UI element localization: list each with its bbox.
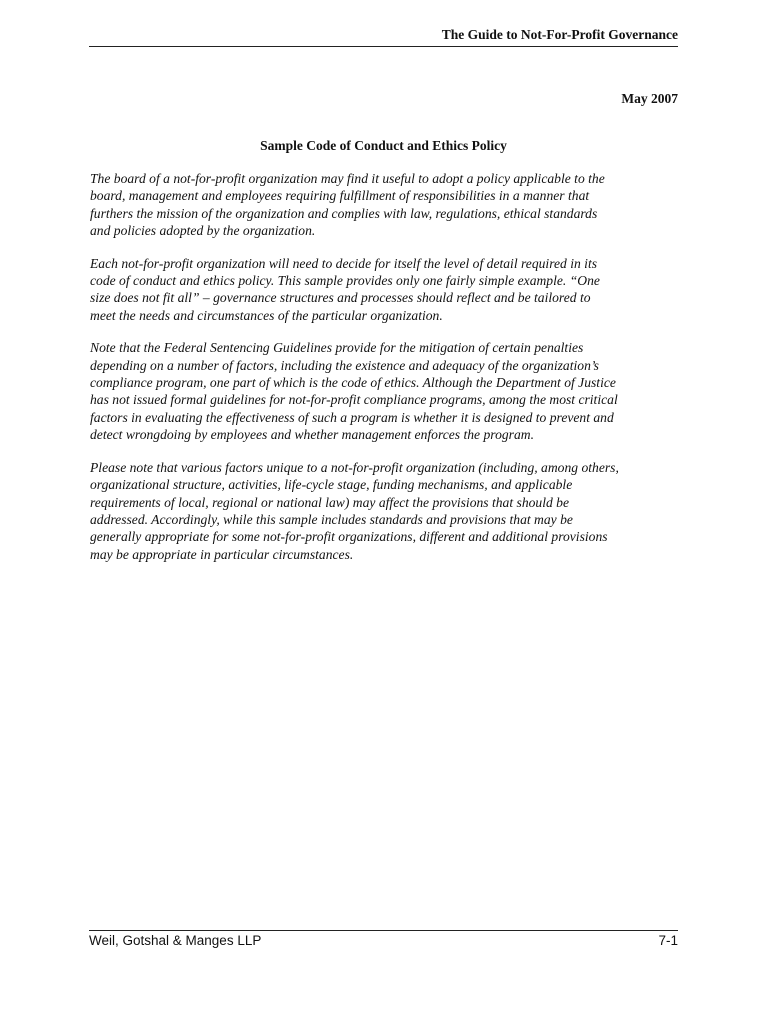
body-line: meet the needs and circumstances of the particular organization. — [90, 307, 443, 323]
body-line: requirements of local, regional or national law) may affect the provisions that should be — [90, 494, 570, 510]
body-line: size does not fit all” – governance structures and processes should reflect and be tailored to — [90, 290, 591, 306]
footer-page-number: 7-1 — [658, 933, 678, 948]
running-header: The Guide to Not-For-Profit Governance — [441, 27, 678, 42]
paragraph-sentencing-guidelines — [90, 339, 682, 443]
body-line: board, management and employees requiring fulfillment of responsibilities in a manner that — [90, 188, 590, 204]
paragraph-intro — [90, 170, 682, 240]
body-line: depending on a number of factors, including the existence and adequacy of the organization’s — [90, 357, 599, 373]
body-line: factors in evaluating the effectiveness of such a program is whether it is designed to prevent and — [90, 409, 614, 425]
body-line: furthers the mission of the organization and complies with law, regulations, ethical standards — [90, 205, 598, 221]
document-date: May 2007 — [621, 91, 678, 106]
header-divider — [89, 46, 678, 47]
paragraph-detail-level — [90, 255, 682, 325]
body-line: addressed. Accordingly, while this sample includes standards and provisions that may be — [90, 511, 573, 527]
body-line: compliance program, one part of which is the code of ethics. Although the Department of Justice — [90, 375, 616, 391]
body-line: detect wrongdoing by employees and whether management enforces the program. — [90, 427, 534, 443]
body-line: Note that the Federal Sentencing Guidelines provide for the mitigation of certain penalties — [90, 340, 584, 356]
body-line: The board of a not-for-profit organization may find it useful to adopt a policy applicable to the — [90, 171, 605, 186]
body-line: code of conduct and ethics policy. This sample provides only one fairly simple example. “One — [90, 273, 600, 289]
body-line: organizational structure, activities, life-cycle stage, funding mechanisms, and applicable — [90, 477, 573, 493]
paragraph-unique-factors — [90, 459, 682, 563]
body-line: has not issued formal guidelines for not-for-profit compliance programs, among the most critical — [90, 392, 618, 408]
footer-divider — [89, 930, 678, 931]
document-body — [90, 170, 682, 578]
footer-firm-name: Weil, Gotshal & Manges LLP — [89, 933, 262, 948]
body-line: generally appropriate for some not-for-profit organizations, different and additional provisions — [90, 529, 608, 545]
body-line: Each not-for-profit organization will need to decide for itself the level of detail required in its — [90, 255, 598, 271]
body-line: Please note that various factors unique to a not-for-profit organization (including, among others, — [90, 459, 619, 475]
document-title: Sample Code of Conduct and Ethics Policy — [260, 138, 507, 153]
body-line: and policies adopted by the organization. — [90, 223, 316, 239]
body-line: may be appropriate in particular circumstances. — [90, 546, 354, 562]
